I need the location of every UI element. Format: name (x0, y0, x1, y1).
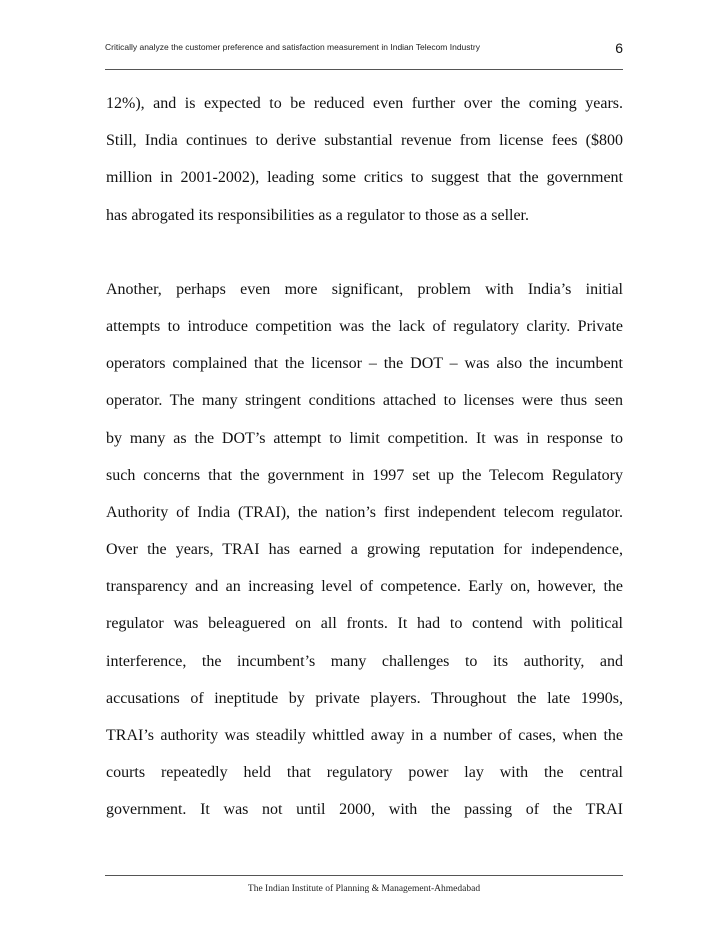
header-divider (105, 69, 623, 70)
text-line: attempts to introduce competition was the lack of regulatory clarity. Private (106, 317, 623, 335)
text-line: interference, the incumbent’s many challenges to its authority, and (106, 652, 623, 670)
page-footer: The Indian Institute of Planning & Management-Ahmedabad (247, 884, 481, 894)
text-line: Another, perhaps even more significant, problem with India’s initial (106, 280, 623, 298)
running-header-title: Critically analyze the customer preference and satisfaction measurement in Indian Telecom Industry (105, 42, 480, 52)
paragraph-2 (106, 271, 623, 829)
text-line: government. It was not until 2000, with the passing of the TRAI (106, 801, 623, 819)
text-line: million in 2001-2002), leading some critics to suggest that the government (106, 169, 623, 187)
text-line: operators complained that the licensor – the DOT – was also the incumbent (106, 355, 623, 373)
paragraph-1 (106, 85, 623, 234)
text-line: such concerns that the government in 1997 set up the Telecom Regulatory (106, 466, 623, 484)
text-line: operator. The many stringent conditions attached to licenses were thus seen (106, 392, 623, 410)
footer-divider (105, 875, 623, 876)
document-body (106, 85, 623, 829)
text-line: Over the years, TRAI has earned a growing reputation for independence, (106, 541, 623, 559)
text-line: Authority of India (TRAI), the nation’s first independent telecom regulator. (106, 503, 623, 521)
text-line: accusations of ineptitude by private players. Throughout the late 1990s, (106, 689, 623, 707)
paragraph-spacer (106, 234, 623, 271)
page-header (105, 38, 625, 66)
text-line: regulator was beleaguered on all fronts. It had to contend with political (106, 615, 623, 633)
text-line: courts repeatedly held that regulatory power lay with the central (106, 764, 623, 782)
text-line: has abrogated its responsibilities as a regulator to those as a seller. (106, 206, 529, 224)
text-line: TRAI’s authority was steadily whittled away in a number of cases, when the (106, 727, 623, 744)
text-line: by many as the DOT’s attempt to limit competition. It was in response to (106, 429, 623, 447)
text-line: transparency and an increasing level of competence. Early on, however, the (106, 578, 623, 596)
page-number: 6 (615, 40, 623, 56)
text-line: 12%), and is expected to be reduced even further over the coming years. (106, 95, 623, 112)
text-line: Still, India continues to derive substantial revenue from license fees ($800 (106, 132, 623, 150)
